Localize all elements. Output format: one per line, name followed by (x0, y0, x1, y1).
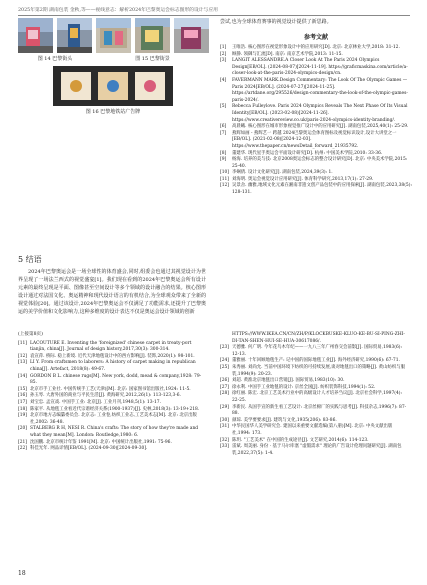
running-header: 2025年第2期 湖南包装 金秋,等——视线意志：解析2024年巴黎奥运会标志图形的设计与应用 (18, 6, 410, 16)
references-list-bottom-right (220, 332, 410, 457)
reference-item: [24] 董雅丽. 十年回顾地毯生产: 记中国的国际地毯工业[J]. 海外经济研究,1990(6): 67-71. (220, 358, 400, 364)
reference-item: [7] 燕辉如画 - 燕辉艺一 跨越 2024巴黎奥运会体育图标及视觉标识设计,设计大讲堂之一[EB/OL]. (2021-02-08)[2024-12-03]. https://www.thepaper.cn/newsDetail_forward_21935792. (220, 130, 397, 149)
reference-item: [23] 天德雅. 何广明. 今年花鸟木年纪——一九八三年广州春交会前影[J]. 国际贸易,1983(6): 12-13. (220, 345, 402, 357)
photo-streetscape-1 (96, 18, 131, 53)
reference-item: [5] Rebecca Fulleylove. Paris 2024 Olympics Reveals The Next Phase Of Its Visual Identity[EB/OL]. (2023-02-08)[2024-11-26]. https://www.creativereview.co.uk/paris-2024-olympics-identity-branding/. (220, 104, 408, 123)
reference-item: [9] 杨海. 培养的美与技: 北京2008奥运会标志的整合设计研究[D]. 北京: 中央美术学院,2015: 25-40. (220, 157, 408, 169)
reference-item: [4] FAVERMANN MARK.Design Commentary: The Look Of The Olympic Games — Paris 2024[EB/OL]. (2024-07-27)[2024-11-25]. https://artdane.org/295526/design-commentary-the-look-of-the-olympic-games-paris-2024/. (220, 77, 408, 103)
reference-item: [12] 袁宣萍. 桥际. 稳上新境. 近代天津地毯设计中的西方影响[J]. 装饰,2020(1): 98-101. (18, 353, 195, 359)
bottom-references (18, 332, 410, 457)
reference-item: [22] 科佳光年. 网品详情[EB/OL]. (2024-09-30)[2024-09-30]. (18, 446, 148, 452)
figure-15 (96, 18, 209, 62)
references-list-right (220, 45, 412, 197)
figure-16-caption: 图 16 巴黎地铁站广告牌 (85, 109, 141, 115)
photo-streetscape-3 (174, 18, 209, 53)
photo-street-1 (18, 18, 53, 53)
reference-item: [14] GORDON B L. chinese rugs[M]. New york, dodd, mead & company,1928: 79-85. (18, 373, 202, 386)
reference-item: [30] 颜琼. 美学要要求[J]. 建筑与文化,1935(206): 83-86. (220, 417, 337, 423)
figure-14 (18, 18, 92, 62)
photo-street-2 (57, 18, 92, 53)
reference-item: [19] 北京市地方志编纂委员会. 北京志: 工业卷,纺织工业志,工艺美术志[M]. 北京: 北京出版社,2002: 36-48. (18, 413, 197, 425)
reference-item: [8] 董建华. 现代星手奥运会平面设计研究[D]. 杭州: 中国美术学院,2010: 33-36. (220, 150, 383, 156)
reference-item: [13] LI Y. From craftsmen to laborers: A history of carpet making in republican china[J]. Artefact, 2018(8): 49-67. (18, 360, 196, 372)
photo-streetscape-2 (135, 18, 170, 53)
reference-item: [12] 吴景舍. 幽雅,地域文化元素在湘南非遗文创产品包装中的应用探索[J]. 湖南包装,2023,38(5): 128-131. (220, 183, 412, 196)
reference-item: [33] 雷斌. 周美丽. 身份 · 基于马尔库塞 "虚假需求" 理论的广告设计伦理问题研究[J]. 湖南包装,2022,37(5): 1-4. (220, 444, 402, 456)
reference-item: [20] STALBERG R H, NESI R. China's crafts: The story of how they're made and what they mean[M]. London: Routledge,1980: 6. (18, 426, 199, 438)
reference-item: [15] 北京市手工业社. 中国传统手工艺(天津)[M]. 北京: 国家图书馆出版社,1924: 11-5. (18, 386, 191, 392)
reference-item: [6] 高晨曦. 核心图形在城市形象视觉推广设计中的应用研究[J]. 湖南包装,2025,40(1): 25-29. (220, 124, 409, 130)
reference-item: [2] 顾静. 领御与汇流[D]. 南京: 南京艺术学院,2013: 11-15. (220, 51, 343, 57)
reference-item: [32] 陈玥. "工艺美术" 在中国的生成途径[J]. 文艺研究,2014(6): 114-123. (220, 437, 369, 443)
continued-from-note: (上接第8页) (18, 332, 43, 337)
reference-item: [3] LANGIT ALESSANDRE.A Closer Look At The Paris 2024 Olympics Design[EB/OL]. (2024-08-07)[2024-11-19]. https://graficmaskina.com/article/a-closer-look-at-the-paris-2024-olympics-design/cn. (220, 58, 408, 77)
figure-16 (18, 66, 208, 115)
reference-item: [27] 徐永利. 中国手工业地毯的设计: 京丝全国[J]. 纺织装饰科技,1994(1): 52. (220, 384, 376, 390)
page-number: 18 (18, 570, 26, 577)
reference-item: [16] 孙玉琴. 大唐外国的商业与平民生活[J]. 黄海研究,2012,26(1): 113-123,3-6. (18, 393, 181, 399)
right-column (220, 18, 412, 197)
bottom-left-column (18, 332, 208, 457)
references-heading: 参考文献 (303, 34, 328, 41)
reference-item: [18] 陈家平. 从地毯工业看近代宗谱经济关系(1900-1937)[J]. 史林,2018(3): 13-19+218. (18, 406, 200, 412)
figures-block (18, 18, 208, 115)
figure-15-caption: 图 15 巴黎街景 (135, 56, 170, 62)
reference-item: [10] 李娴倩. 设计文化研究[J]. 湖南包装,2024,39(3): 1. (220, 170, 333, 176)
reference-item: [21] 沈国鹏. 北京市统计年鉴 1991[M]. 北京: 中国统计出版社,1991: 75-96. (18, 439, 172, 445)
section-title: 5 结语 (18, 255, 42, 264)
body-paragraph: 2024年巴黎奥运会是一场全球性的体育盛会,同时,组委会也通过其视觉设计为世界呈现了一场法兰西式的视觉盛宴[1]。我们现在看到的2024年巴黎奥运会所有设计元素的最终呈现是平面、图像甚至空间设计等多个领域的设计融合的结果。核心图形设计通过对法国文化、奥运精神和现代设计语言的有机结合,为全球观众带来了全新的视觉体验[20]。通过该设计,2024年巴黎奥运会不仅满足了功能需求,还提升了巴黎奥运的美学价值和文化影响力,这种多维度的设计表达不仅是奥运会设计领域的创新 (18, 269, 206, 316)
photo-metro-billboard (53, 66, 173, 106)
bottom-right-column (220, 332, 410, 457)
reference-item: [11] LACOUTURE E. Inventing the 'foreignized' chinese carpet in treaty-port tianjin, china[J]. Journal of design history,2017,30(3): 300-314. (18, 340, 192, 353)
reference-item: [1] 王唯浩. 核心图形在视觉形象设计中的应用研究[D]. 北京: 北京林业大学,2018: 31-12. (220, 45, 400, 50)
reference-item: [25] 朱秀丽. 刘尚允. 当前中国环境下纺织的可持续发展,谈对地毯出口的策略[J]. 黄山纺织与服装,1994(9): 20-23. (220, 364, 406, 377)
reference-item: HTTPS://WWW.IKEA.CN/CN/ZH/P/KLOCKBUSKE-KLUO-KE-BU-SI-PING-ZHI-DI-TAN-SHEN-HUI-SE-HUA-30617086/. (232, 332, 405, 344)
reference-item: [31] 中华民国华人美学研究会. 建国以来重要文献选编(第八册)[M]. 北京: 中央文献出版社,1994: 173. (220, 424, 393, 436)
body-text-left (18, 268, 206, 317)
reference-item: [29] 李新民. 从国手宣的新生看工艺设计: 北京丝棉厂的实践与思考[J]. 科技杂志,1996(7): 87-88. (220, 404, 407, 417)
references-list-bottom-left (18, 341, 208, 453)
body-continuation: 尝试,也为全球体育赛事的视觉设计提供了新思路。 (220, 19, 332, 25)
reference-item: [28] 徐红丽. 陈宏. 北京工艺美术行业中的高级设计人才培养刍议[J]. 北京社会科学,1997(4): 22-25. (220, 391, 402, 403)
figure-14-caption: 图 14 巴黎街头 (37, 56, 73, 62)
reference-item: [26] 刘超. 黄淮北京地毯出口营销[J]. 国际贸易,1983(10): 30. (220, 378, 345, 384)
figure-row-14-15 (18, 18, 208, 62)
reference-item: [11] 刘海明. 奥运会视觉设计应用研究[J]. 体育科学研究,2013,17(1): 27-29. (220, 176, 374, 182)
reference-item: [17] 刘宝忠. 孟宣戏. 中国手工业: 北京[J]. 工业月刊,1948,5(1): 13-17. (18, 399, 161, 405)
